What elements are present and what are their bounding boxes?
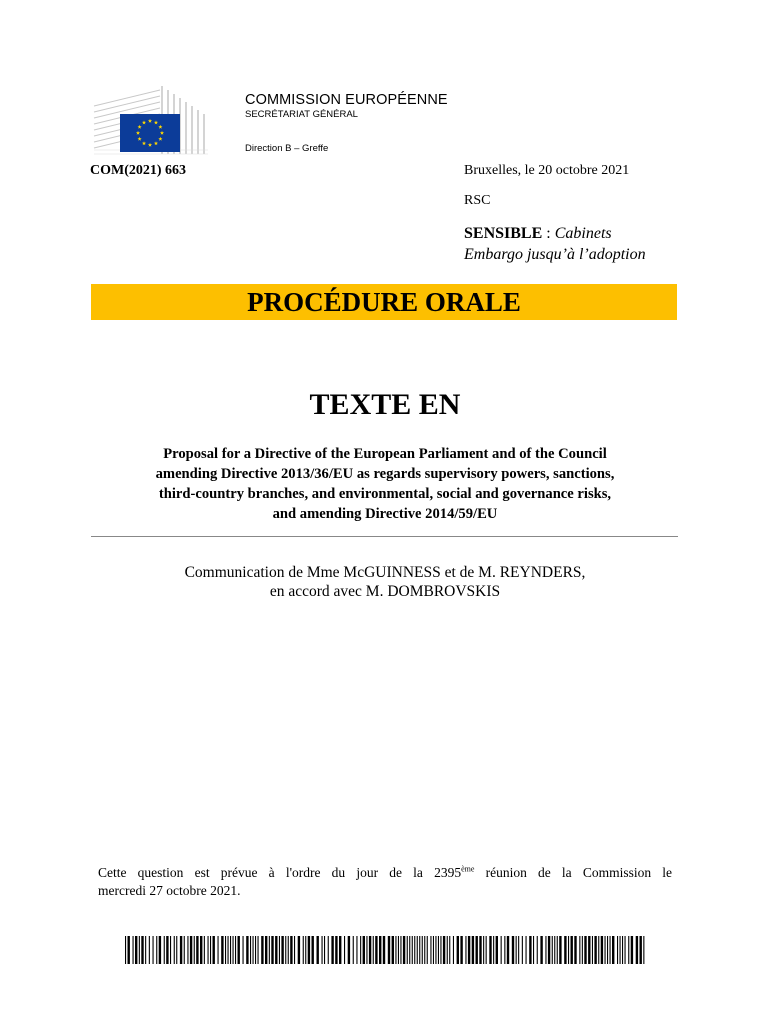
divider	[91, 536, 678, 537]
communication-line: en accord avec M. DOMBROVSKIS	[269, 583, 501, 600]
sensitivity-label: SENSIBLE	[464, 225, 543, 242]
document-code: RSC	[464, 193, 491, 208]
document-title: TEXTE EN	[309, 388, 461, 421]
proposal-line: third-country branches, and environmental, social and governance risks,	[158, 486, 612, 502]
procedure-banner	[91, 284, 677, 320]
proposal-line: Proposal for a Directive of the European Parliament and of the Council	[163, 446, 607, 462]
procedure-banner-text: PROCÉDURE ORALE	[247, 287, 521, 317]
agenda-note-line: mercredi 27 octobre 2021.	[98, 883, 241, 898]
place-and-date: Bruxelles, le 20 octobre 2021	[464, 163, 630, 178]
barcode	[125, 936, 645, 964]
communication-note	[90, 563, 680, 601]
organisation-name: COMMISSION EUROPÉENNE	[245, 92, 448, 108]
organisation-subtitle: SECRÉTARIAT GÉNÉRAL	[245, 109, 358, 120]
sensitivity-scope: Cabinets	[554, 225, 612, 242]
embargo-notice: Embargo jusqu’à l’adoption	[464, 246, 646, 263]
proposal-line: and amending Directive 2014/59/EU	[272, 506, 498, 522]
directorate: Direction B – Greffe	[245, 143, 329, 154]
proposal-line: amending Directive 2013/36/EU as regards supervisory powers, sanctions,	[155, 466, 615, 482]
communication-line: Communication de Mme McGUINNESS et de M. REYNDERS,	[184, 564, 586, 581]
agenda-note-superscript: ème	[461, 864, 475, 874]
agenda-note-text: Cette question est prévue à l'ordre du jour de la 2395	[98, 865, 462, 880]
sensitivity-separator: :	[542, 225, 555, 242]
document-reference: COM(2021) 663	[90, 163, 187, 178]
agenda-note	[98, 864, 672, 900]
proposal-title	[90, 444, 680, 524]
agenda-note-line	[98, 864, 672, 882]
sensitivity-line	[464, 225, 612, 243]
agenda-note-text: réunion de la Commission le	[474, 865, 672, 880]
european-commission-logo	[90, 84, 212, 156]
